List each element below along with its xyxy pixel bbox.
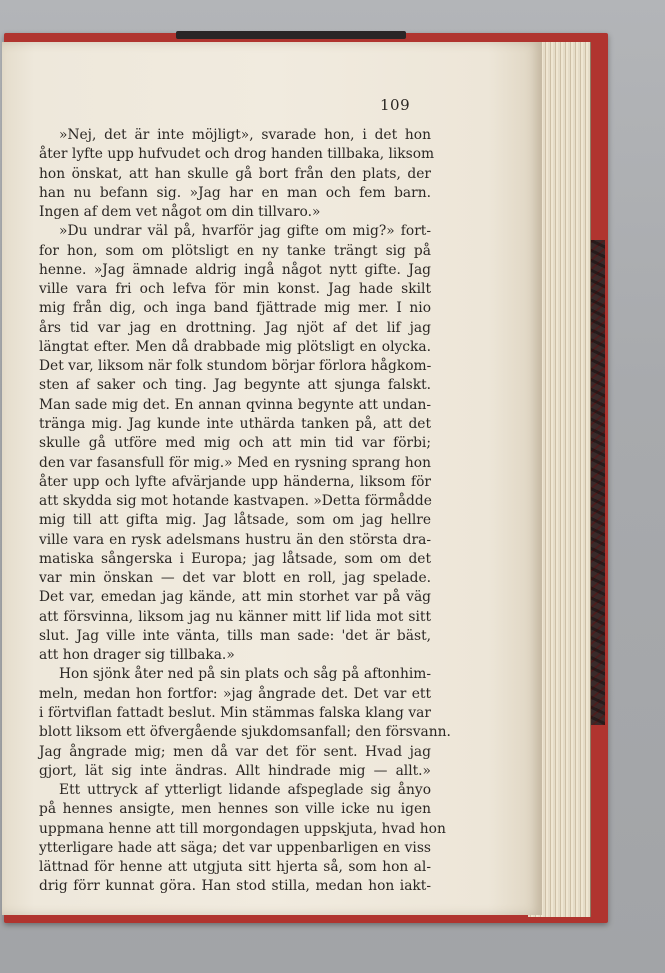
text-line: Det var, emedan jag kände, att min storhet var på väg [39, 589, 431, 606]
text-line: mig från dig, och inga band fjättrade mig mer. I nio [39, 300, 431, 317]
text-line: ytterligare hade att säga; det var uppenbarligen en viss [39, 839, 431, 856]
text-line: längtat efter. Men då drabbade mig plötsligt en olycka. [39, 338, 431, 355]
text-line: att hon drager sig tillbaka.» [39, 647, 235, 664]
text-line: Jag ångrade mig; men då var det för sent. Hvad jag [39, 743, 431, 760]
text-line: var min önskan — det var blott en roll, jag spelade. [39, 570, 431, 587]
text-line: att försvinna, liksom jag nu känner mitt lif lida mot sitt [39, 608, 431, 625]
text-line: den var fasansfull för mig.» Med en rysning sprang hon [39, 454, 431, 471]
text-line: meln, medan hon fortfor: »jag ångrade det. Det var ett [39, 685, 431, 702]
text-line: åter upp och lyfte afvärjande upp händerna, liksom för [39, 473, 431, 490]
text-line: ville vara fri och lefva för min konst. Jag hade skilt [39, 281, 431, 298]
text-line: blott liksom ett öfvergående sjukdomsanfall; den försvann. [39, 724, 451, 741]
text-line: Det var, liksom när folk stundom börjar förlora hågkom- [39, 358, 432, 375]
text-line: gjort, lät sig inte ändras. Allt hindrade mig — allt.» [39, 762, 431, 779]
text-line: hon önskat, att han skulle gå bort från den plats, der [39, 165, 431, 182]
text-line: han nu befann sig. »Jag har en man och fem barn. [39, 184, 431, 201]
cover-spine-band [176, 31, 406, 39]
text-line: mig till att gifta mig. Jag låtsade, som om jag hellre [39, 512, 431, 529]
text-line: henne. »Jag ämnade aldrig ingå något nytt gifte. Jag [39, 261, 431, 278]
text-line: drig förr kunnat göra. Han stod stilla, medan hon iakt- [39, 878, 431, 895]
text-line: sten af saker och ting. Jag begynte att sjunga falskt. [39, 377, 431, 394]
text-line: Ett uttryck af ytterligt lidande afspeglade sig ånyo [59, 782, 431, 799]
text-line: »Du undrar väl på, hvarför jag gifte om mig?» fort- [59, 223, 431, 240]
text-line: tränga mig. Jag kunde inte uthärda tanken på, att det [39, 415, 431, 432]
text-line: for hon, som om plötsligt en ny tanke trängt sig på [39, 242, 431, 259]
text-line: matiska sångerska i Europa; jag låtsade, som om det [39, 550, 431, 567]
text-line: »Nej, det är inte möjligt», svarade hon, i det hon [59, 127, 431, 143]
text-line: uppmana henne att till morgondagen uppskjuta, hvad hon [39, 820, 446, 837]
text-line: slut. Jag ville inte vänta, tills man sade: 'det är bäst, [39, 627, 431, 644]
text-line: lättnad för henne att utgjuta sitt hjerta så, som hon al- [39, 859, 431, 876]
text-line: års tid var jag en drottning. Jag njöt af det lif jag [39, 319, 431, 336]
page-number: 109 [380, 96, 411, 114]
text-line: i förtviflan fattadt beslut. Min stämmas falska klang var [39, 704, 431, 721]
page-text [39, 126, 451, 897]
text-line: ville vara en rysk adelsmans hustru än den största dra- [39, 531, 431, 548]
text-line: Man sade mig det. En annan qvinna begynte att undan- [39, 396, 431, 413]
text-line: att skydda sig mot hotande kastvapen. »Detta förmådde [39, 493, 432, 510]
text-line: Ingen af dem vet något om din tillvaro.» [39, 204, 321, 221]
text-line: Hon sjönk åter ned på sin plats och såg på aftonhim- [59, 666, 431, 683]
text-line: åter lyfte upp hufvudet och drog handen tillbaka, liksom [39, 146, 435, 163]
text-line: på hennes ansigte, men hennes son ville icke nu igen [39, 801, 431, 818]
text-line: skulle gå utföre med mig och att min tid var förbi; [39, 435, 431, 452]
